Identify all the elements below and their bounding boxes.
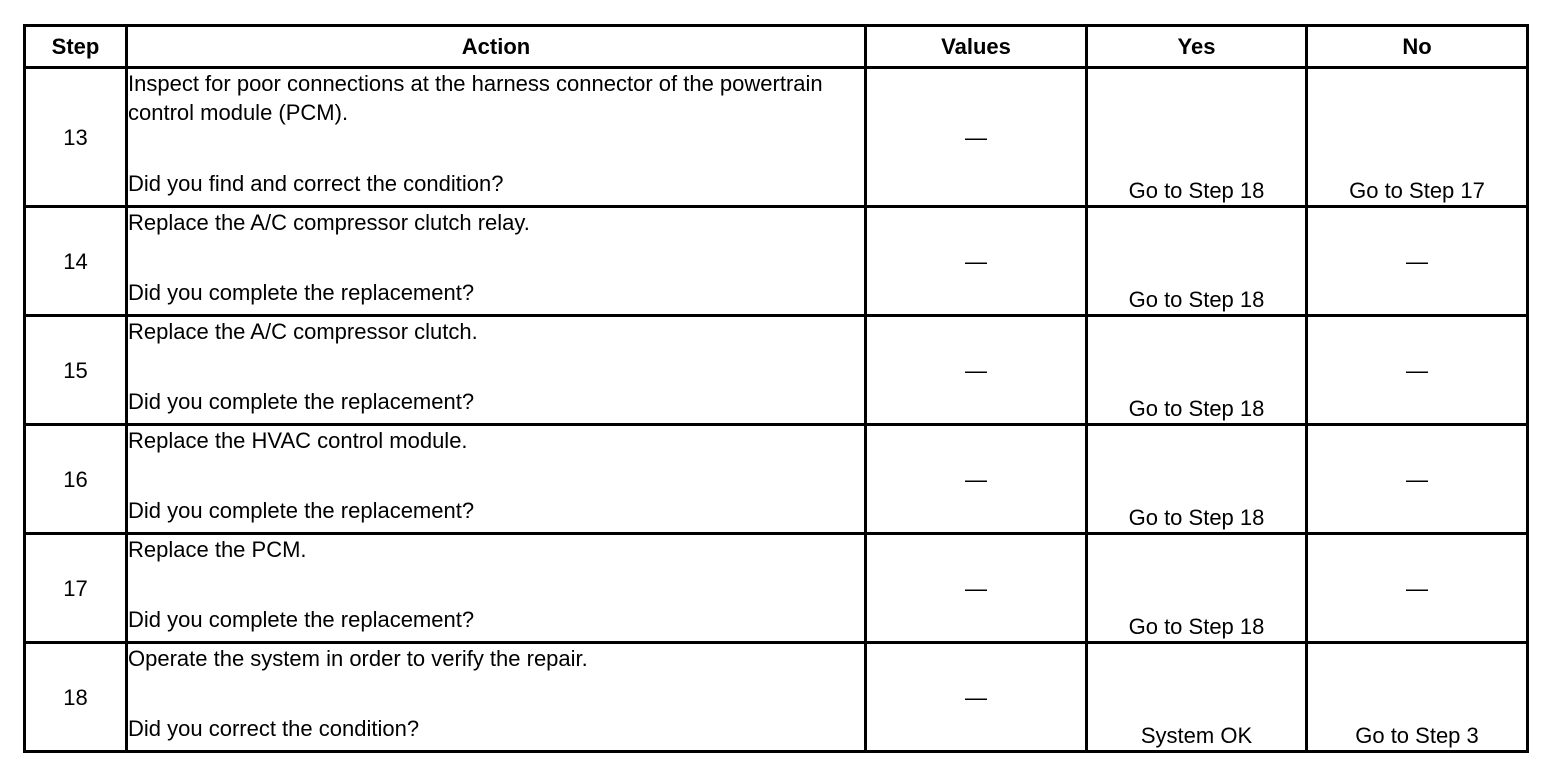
step-number: 18 [25, 643, 127, 752]
question-text: Did you complete the replacement? [128, 607, 475, 632]
action-text: Replace the PCM. [128, 537, 307, 562]
values-cell: — [866, 425, 1087, 534]
action-cell [127, 643, 866, 752]
header-row [25, 26, 1528, 68]
action-text: Replace the A/C compressor clutch. [128, 319, 478, 344]
header-values: Values [866, 26, 1087, 68]
step-number: 15 [25, 316, 127, 425]
table-row [25, 316, 1528, 425]
yes-cell: Go to Step 18 [1087, 425, 1307, 534]
step-number: 16 [25, 425, 127, 534]
no-cell: — [1307, 207, 1528, 316]
step-number: 14 [25, 207, 127, 316]
values-cell: — [866, 534, 1087, 643]
question-text: Did you find and correct the condition? [128, 171, 504, 196]
yes-cell: System OK [1087, 643, 1307, 752]
table-row [25, 68, 1528, 207]
yes-cell: Go to Step 18 [1087, 534, 1307, 643]
values-cell: — [866, 207, 1087, 316]
question-text: Did you complete the replacement? [128, 280, 475, 305]
header-action: Action [127, 26, 866, 68]
table-row [25, 534, 1528, 643]
question-text: Did you correct the condition? [128, 716, 420, 741]
table-row [25, 643, 1528, 752]
action-cell [127, 534, 866, 643]
no-cell: — [1307, 534, 1528, 643]
step-number: 17 [25, 534, 127, 643]
table-row [25, 425, 1528, 534]
values-cell: — [866, 68, 1087, 207]
question-text: Did you complete the replacement? [128, 389, 475, 414]
header-step: Step [25, 26, 127, 68]
action-text: Operate the system in order to verify the repair. [128, 646, 588, 671]
action-cell [127, 207, 866, 316]
action-cell [127, 68, 866, 207]
header-no: No [1307, 26, 1528, 68]
diagnostic-table [23, 24, 1529, 753]
question-text: Did you complete the replacement? [128, 498, 475, 523]
step-number: 13 [25, 68, 127, 207]
action-text: Inspect for poor connections at the harness connector of the powertrain control module (PCM). [128, 71, 823, 125]
no-cell: — [1307, 425, 1528, 534]
no-cell: — [1307, 316, 1528, 425]
yes-cell: Go to Step 18 [1087, 207, 1307, 316]
action-text: Replace the HVAC control module. [128, 428, 468, 453]
table-row [25, 207, 1528, 316]
values-cell: — [866, 643, 1087, 752]
yes-cell: Go to Step 18 [1087, 316, 1307, 425]
action-cell [127, 425, 866, 534]
action-cell [127, 316, 866, 425]
header-yes: Yes [1087, 26, 1307, 68]
action-text: Replace the A/C compressor clutch relay. [128, 210, 530, 235]
no-cell: Go to Step 17 [1307, 68, 1528, 207]
no-cell: Go to Step 3 [1307, 643, 1528, 752]
values-cell: — [866, 316, 1087, 425]
yes-cell: Go to Step 18 [1087, 68, 1307, 207]
